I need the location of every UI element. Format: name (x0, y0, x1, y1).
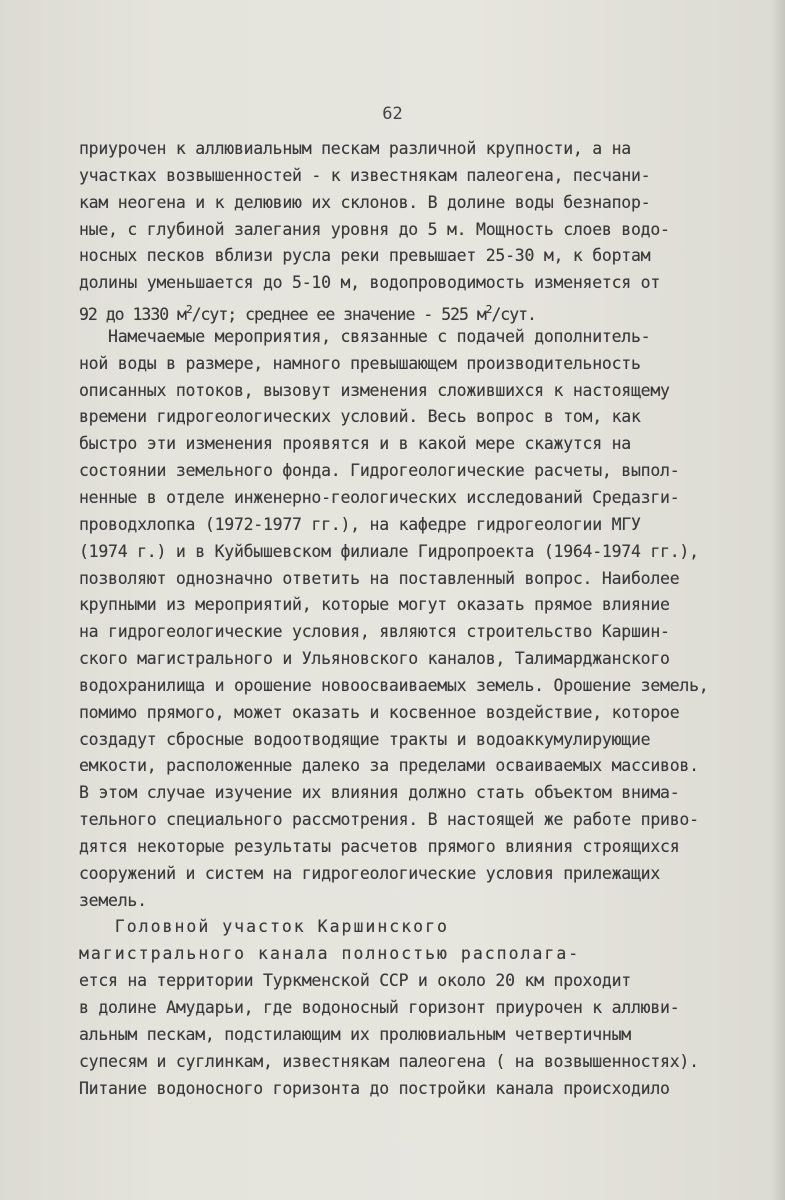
text-line: времени гидрогеологических условий. Весь вопрос в том, как (79, 407, 641, 427)
text-line: дятся некоторые результаты расчетов прямого влияния строящихся (79, 836, 680, 856)
text-line: сооружений и систем на гидрогеологические условия прилежащих (79, 863, 661, 883)
text-line: (1974 г.) и в Куйбышевском филиале Гидропроекта (1964-1974 гг.), (79, 541, 699, 561)
text-fragment: 92 до 1330 м (79, 305, 186, 325)
text-line: Намечаемые мероприятия, связанные с подачей дополнитель- (79, 326, 651, 346)
text-line: в долине Амударьи, где водоносный горизонт приурочен к аллюви- (79, 998, 680, 1017)
text-line: создадут сбросные водоотводящие тракты и водоаккумулирующие (79, 729, 651, 749)
page-number: 62 (382, 104, 403, 124)
text-line: ского магистрального и Ульяновского каналов, Талимарджанского (79, 649, 670, 669)
text-line: проводхлопка (1972-1977 гг.), на кафедре гидрогеологии МГУ (79, 514, 641, 534)
text-fragment: /сут. (491, 305, 536, 325)
body-text (79, 136, 719, 1102)
text-line: участках возвышенностей - к известнякам палеогена, песчани- (79, 165, 651, 185)
text-line: долины уменьшается до 5-10 м, водопроводимость изменяется от (79, 273, 661, 293)
text-line (79, 297, 719, 324)
text-line: ненные в отделе инженерно-геологических исследований Средазги- (79, 487, 680, 507)
text-line: магистрального канала полностью располага- (79, 944, 581, 964)
text-line: на гидрогеологические условия, являются строительство Каршин- (79, 622, 670, 642)
text-line: позволяют однозначно ответить на поставленный вопрос. Наиболее (79, 568, 680, 588)
text-line: альным пескам, подстилающим их пролювиальным четвертичным (79, 1024, 631, 1044)
text-line: водохранилища и орошение новоосваиваемых земель. Орошение земель, (79, 675, 709, 695)
text-line: емкости, расположенные далеко за пределами осваиваемых массивов. (79, 756, 699, 776)
text-line: быстро эти изменения проявятся и в какой мере скажутся на (79, 434, 631, 454)
text-line: кам неогена и к делювию их склонов. В долине воды безнапор- (79, 192, 651, 212)
text-line: В этом случае изучение их влияния должно стать объектом внима- (79, 783, 680, 803)
text-line: супесям и суглинкам, известнякам палеогена ( на возвышенностях). (79, 1051, 699, 1071)
text-line: состоянии земельного фонда. Гидрогеологические расчеты, выпол- (79, 461, 680, 481)
page-edge-shadow (771, 0, 785, 1200)
text-line: Головной участок Каршинского (79, 917, 449, 937)
text-line: Питание водоносного горизонта до постройки канала происходило (79, 1078, 670, 1098)
text-fragment: /сут; среднее ее значение - 525 м (191, 305, 486, 325)
text-line: носных песков вблизи русла реки превышает 25-30 м, к бортам (79, 246, 651, 266)
text-line: помимо прямого, может оказать и косвенное воздействие, которое (79, 702, 680, 722)
text-line: земель. (79, 890, 147, 910)
text-line: описанных потоков, вызовут изменения сложившихся к настоящему (79, 380, 670, 400)
superscript: 2 (185, 303, 192, 317)
text-line: ной воды в размере, намного превышающем производительность (79, 353, 641, 373)
text-line: ные, с глубиной залегания уровня до 5 м. Мощность слоев водо- (79, 219, 670, 239)
text-line: крупными из мероприятий, которые могут оказать прямое влияние (79, 595, 670, 615)
text-line: тельного специального рассмотрения. В настоящей же работе приво- (79, 810, 699, 830)
text-line: ется на территории Туркменской ССР и около 20 км проходит (79, 971, 631, 991)
superscript: 2 (485, 303, 492, 317)
text-line: приурочен к аллювиальным пескам различной крупности, а на (79, 139, 631, 158)
